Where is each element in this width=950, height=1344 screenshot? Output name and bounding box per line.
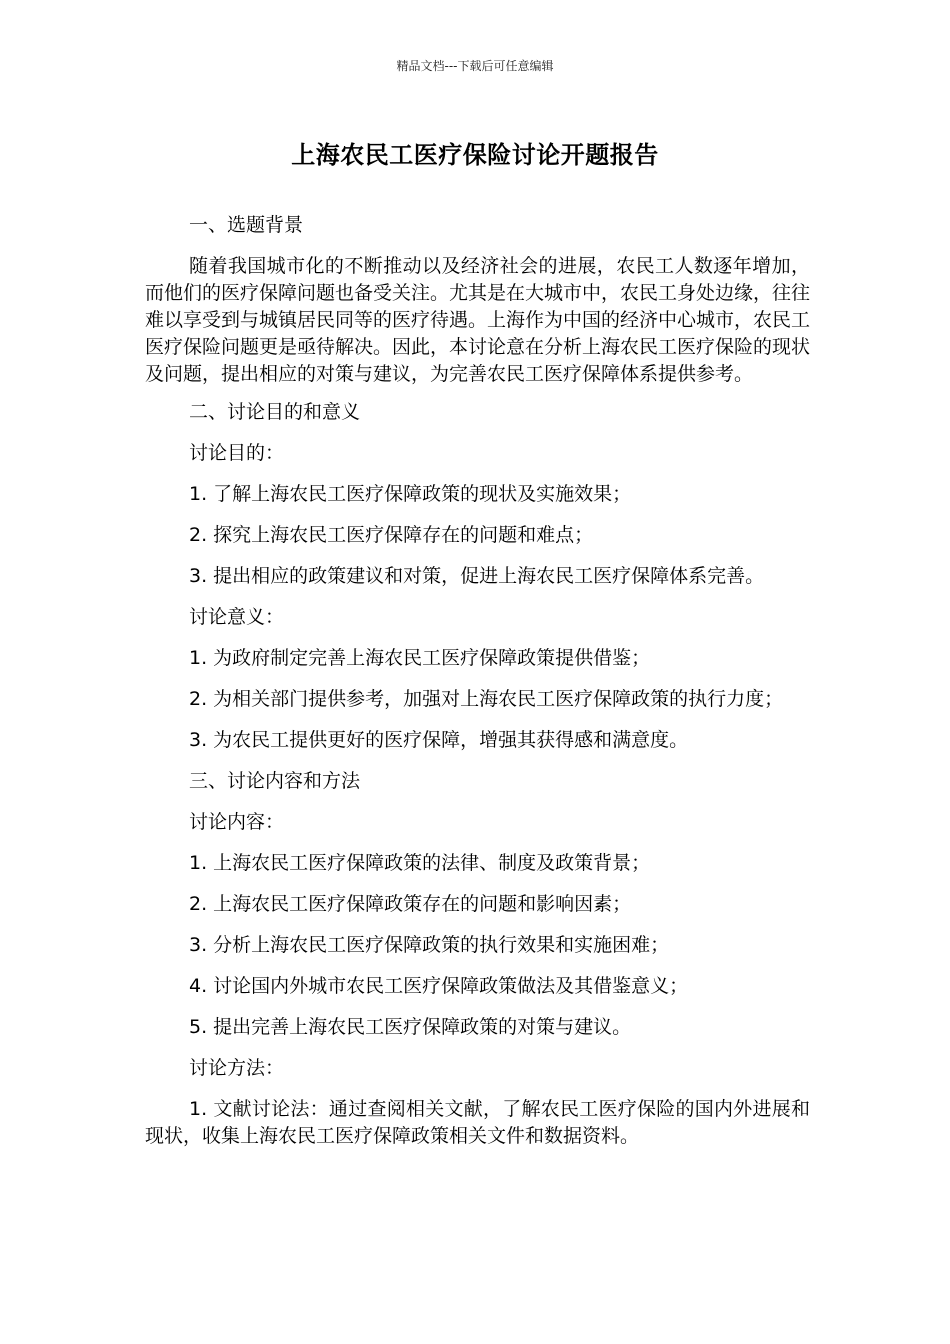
document-body [145,212,810,1164]
header-note: 精品文档---下载后可任意编辑 [396,59,554,73]
section-heading-background: 一、选题背景 [189,214,304,236]
purpose-item-1: 1. 了解上海农民工医疗保障政策的现状及实施效果； [189,483,632,505]
section-heading-content-method: 三、讨论内容和方法 [189,770,361,792]
purpose-item-3: 3. 提出相应的政策建议和对策，促进上海农民工医疗保障体系完善。 [189,565,765,587]
background-paragraph: 随着我国城市化的不断推动以及经济社会的进展，农民工人数逐年增加，而他们的医疗保障问题也备受关注。尤其是在大城市中，农民工身处边缘，往往难以享受到与城镇居民同等的医疗待遇。上海作为中国的经济中心城市，农民工医疗保险问题更是亟待解决。因此，本讨论意在分析上海农民工医疗保险的现状及问题，提出相应的对策与建议，为完善农民工医疗保障体系提供参考。 [145,255,811,385]
significance-item-1: 1. 为政府制定完善上海农民工医疗保障政策提供借鉴； [189,647,651,669]
content-item-3: 3. 分析上海农民工医疗保障政策的执行效果和实施困难； [189,934,670,956]
content-item-1: 1. 上海农民工医疗保障政策的法律、制度及政策背景； [189,852,651,874]
content-item-4: 4. 讨论国内外城市农民工医疗保障政策做法及其借鉴意义； [189,975,689,997]
subheading-content: 讨论内容： [189,811,285,833]
content-item-5: 5. 提出完善上海农民工医疗保障政策的对策与建议。 [189,1016,632,1038]
method-item-1: 1. 文献讨论法：通过查阅相关文献，了解农民工医疗保险的国内外进展和现状，收集上海农民工医疗保障政策相关文件和数据资料。 [145,1098,810,1147]
significance-item-2: 2. 为相关部门提供参考，加强对上海农民工医疗保障政策的执行力度； [189,688,784,710]
purpose-item-2: 2. 探究上海农民工医疗保障存在的问题和难点； [189,524,594,546]
document-title: 上海农民工医疗保险讨论开题报告 [291,141,659,169]
subheading-method: 讨论方法： [189,1057,285,1079]
section-heading-purpose: 二、讨论目的和意义 [189,401,361,423]
content-item-2: 2. 上海农民工医疗保障政策存在的问题和影响因素； [189,893,632,915]
subheading-purpose: 讨论目的： [189,442,285,464]
subheading-significance: 讨论意义： [189,606,285,628]
significance-item-3: 3. 为农民工提供更好的医疗保障，增强其获得感和满意度。 [189,729,689,751]
